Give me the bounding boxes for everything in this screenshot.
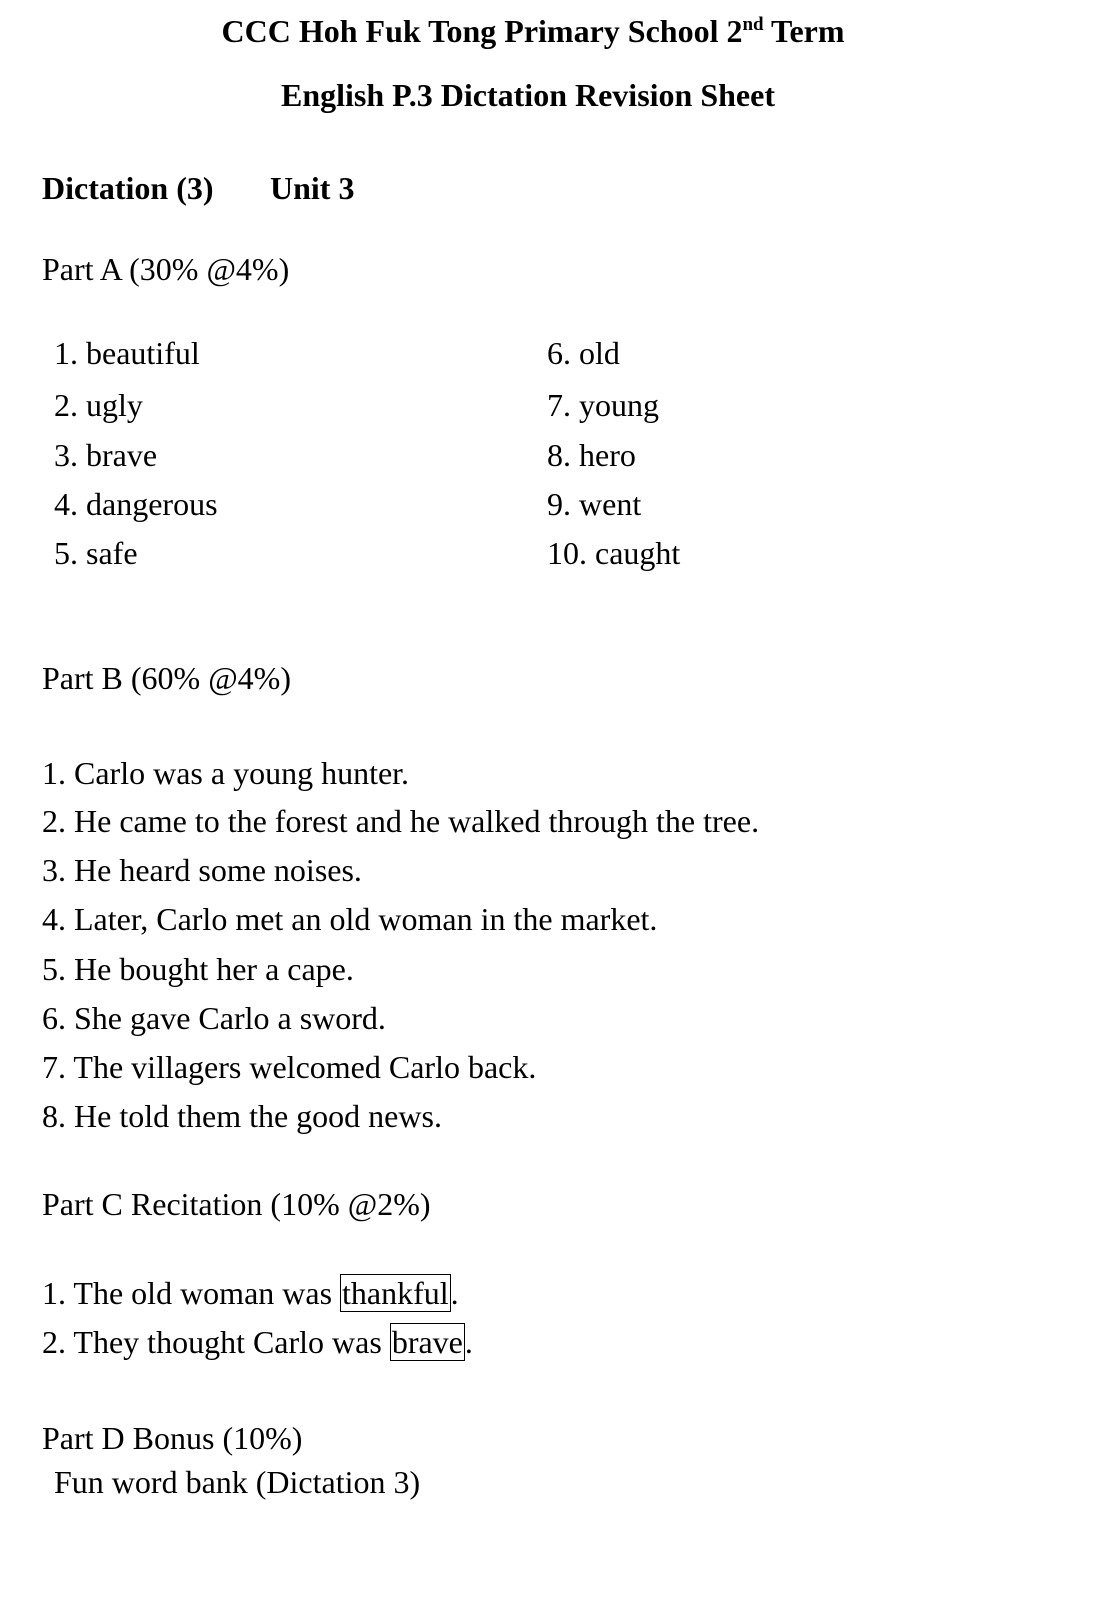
sentence-item: 7. The villagers welcomed Carlo back. [42, 1049, 537, 1085]
list-item: 4. dangerous [54, 486, 218, 522]
title-superscript: nd [742, 14, 764, 35]
list-item: 2. ugly [54, 387, 143, 423]
dictation-label: Dictation (3) [42, 170, 214, 206]
recitation-item [42, 1277, 459, 1309]
list-item: 10. caught [547, 535, 681, 571]
recitation-text: 1. The old woman was [42, 1275, 341, 1311]
document-title-line1 [0, 15, 1066, 47]
title-main: CCC Hoh Fuk Tong Primary School 2 [221, 13, 743, 49]
list-item: 5. safe [54, 535, 138, 571]
recitation-text: 2. They thought Carlo was [42, 1324, 390, 1360]
list-item: 6. old [547, 335, 620, 371]
sentence-item: 5. He bought her a cape. [42, 951, 354, 987]
recitation-punct: . [464, 1324, 473, 1360]
unit-label: Unit 3 [270, 170, 355, 206]
part-d-subheading: Fun word bank (Dictation 3) [54, 1464, 421, 1500]
part-c-heading: Part C Recitation (10% @2%) [42, 1186, 431, 1222]
sentence-item: 6. She gave Carlo a sword. [42, 1000, 386, 1036]
part-b-heading: Part B (60% @4%) [42, 660, 291, 696]
sentence-item: 4. Later, Carlo met an old woman in the market. [42, 901, 658, 937]
list-item: 8. hero [547, 437, 636, 473]
sentence-item: 8. He told them the good news. [42, 1098, 442, 1134]
list-item: 9. went [547, 486, 642, 522]
boxed-word: thankful [342, 1275, 449, 1311]
sentence-item: 2. He came to the forest and he walked through the tree. [42, 803, 760, 839]
list-item: 1. beautiful [54, 335, 200, 371]
part-d-heading: Part D Bonus (10%) [42, 1420, 303, 1456]
sentence-item: 1. Carlo was a young hunter. [42, 755, 410, 791]
list-item: 7. young [547, 387, 659, 423]
list-item: 3. brave [54, 437, 158, 473]
recitation-item [42, 1326, 473, 1358]
part-a-heading: Part A (30% @4%) [42, 251, 290, 287]
sentence-item: 3. He heard some noises. [42, 852, 362, 888]
boxed-word: brave [391, 1324, 463, 1360]
title-end: Term [763, 13, 845, 49]
document-title-line2: English P.3 Dictation Revision Sheet [281, 77, 775, 113]
recitation-punct: . [450, 1275, 459, 1311]
